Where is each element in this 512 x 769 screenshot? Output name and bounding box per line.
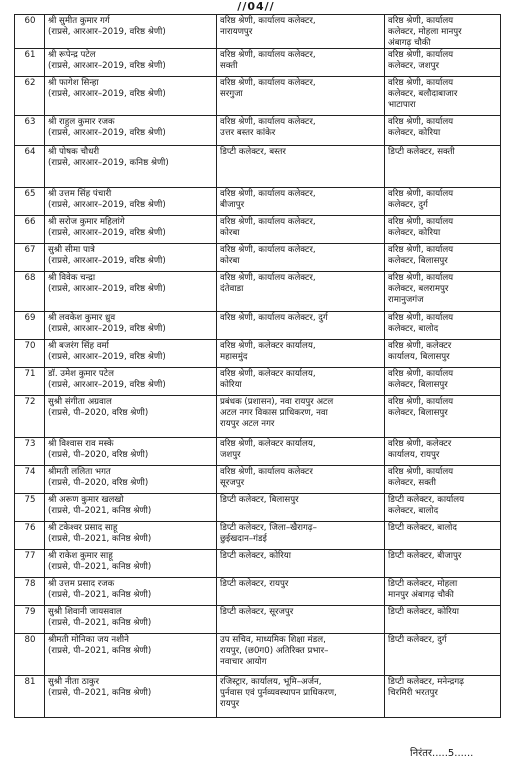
- current-posting-cell: [217, 438, 385, 466]
- officer-name: श्री रूपेन्द्र पटेल: [48, 50, 96, 61]
- officer-cell: [45, 606, 217, 634]
- officer-cell: [45, 216, 217, 244]
- serial-number-cell: 81: [15, 676, 45, 718]
- current-posting-cell: [217, 216, 385, 244]
- serial-number-cell: 67: [15, 244, 45, 272]
- officer-cell: [45, 368, 217, 396]
- serial-number-cell: 73: [15, 438, 45, 466]
- new-posting-line: कलेक्टर, बिलासपुर: [388, 256, 448, 267]
- table-row: [15, 396, 501, 438]
- serial-number-cell: 62: [15, 77, 45, 116]
- current-posting-cell: [217, 15, 385, 49]
- serial-number-cell: 77: [15, 550, 45, 578]
- table-row: [15, 340, 501, 368]
- officer-service-details: (राप्रसे, पी–2021, कनिष्ठ श्रेणी): [48, 506, 152, 517]
- current-posting-line: वरिष्ठ श्रेणी, कलेक्टर कार्यालय,: [220, 341, 316, 352]
- new-posting-cell: [385, 578, 501, 606]
- table-row: [15, 676, 501, 718]
- new-posting-line: कलेक्टर, दुर्ग: [388, 200, 428, 211]
- officer-cell: [45, 634, 217, 676]
- officer-service-details: (राप्रसे, पी–2021, कनिष्ठ श्रेणी): [48, 590, 152, 601]
- serial-number-cell: 74: [15, 466, 45, 494]
- current-posting-line: नारायणपुर: [220, 26, 253, 37]
- current-posting-cell: [217, 244, 385, 272]
- officer-service-details: (राप्रसे, पी–2021, कनिष्ठ श्रेणी): [48, 618, 152, 629]
- current-posting-cell: [217, 340, 385, 368]
- current-posting-line: कोरबा: [220, 256, 240, 267]
- new-posting-line: वरिष्ठ श्रेणी, कार्यालय: [388, 16, 454, 26]
- current-posting-line: डिप्टी कलेक्टर, सूरजपुर: [220, 607, 294, 618]
- current-posting-cell: [217, 116, 385, 146]
- current-posting-cell: [217, 522, 385, 550]
- current-posting-line: जशपुर: [220, 450, 241, 461]
- current-posting-line: सरगुजा: [220, 89, 243, 100]
- table-row: [15, 146, 501, 188]
- serial-number-cell: 70: [15, 340, 45, 368]
- officer-name: श्री सुमीत कुमार गर्ग: [48, 16, 110, 26]
- table-row: [15, 244, 501, 272]
- new-posting-cell: [385, 340, 501, 368]
- current-posting-line: डिप्टी कलेक्टर, रायपुर: [220, 579, 289, 590]
- current-posting-line: अटल नगर विकास प्राधिकरण, नवा: [220, 408, 328, 419]
- continuation-note: निरंतर.....5......: [410, 748, 474, 759]
- current-posting-cell: [217, 49, 385, 77]
- current-posting-cell: [217, 312, 385, 340]
- serial-number-cell: 64: [15, 146, 45, 188]
- officer-service-details: (राप्रसे, आरआर–2019, वरिष्ठ श्रेणी): [48, 61, 166, 72]
- current-posting-line: वरिष्ठ श्रेणी, कलेक्टर कार्यालय,: [220, 439, 316, 450]
- officer-service-details: (राप्रसे, आरआर–2019, वरिष्ठ श्रेणी): [48, 200, 166, 211]
- new-posting-cell: [385, 550, 501, 578]
- officer-cell: [45, 466, 217, 494]
- officer-name: श्री टकेश्वर प्रसाद साहू: [48, 523, 118, 534]
- officer-service-details: (राप्रसे, आरआर–2019, वरिष्ठ श्रेणी): [48, 324, 166, 335]
- new-posting-line: वरिष्ठ श्रेणी, कार्यालय: [388, 397, 454, 408]
- new-posting-line: वरिष्ठ श्रेणी, कार्यालय: [388, 189, 454, 200]
- serial-number-cell: 72: [15, 396, 45, 438]
- table-row: [15, 116, 501, 146]
- officer-name: श्री पोषक चौधरी: [48, 147, 100, 158]
- officer-name: श्री लवकेश कुमार ध्रुव: [48, 313, 116, 324]
- current-posting-cell: [217, 550, 385, 578]
- table-row: [15, 312, 501, 340]
- new-posting-cell: [385, 77, 501, 116]
- new-posting-line: डिप्टी कलेक्टर, दुर्ग: [388, 635, 447, 646]
- new-posting-line: कलेक्टर, कोरिया: [388, 128, 441, 139]
- serial-number-cell: 79: [15, 606, 45, 634]
- officer-name: सुश्री नीता ठाकुर: [48, 677, 100, 688]
- new-posting-line: वरिष्ठ श्रेणी, कार्यालय: [388, 245, 454, 256]
- current-posting-line: कोरबा: [220, 228, 240, 239]
- current-posting-line: वरिष्ठ श्रेणी, कार्यालय कलेक्टर: [220, 467, 313, 478]
- officer-cell: [45, 550, 217, 578]
- new-posting-line: कलेक्टर, बालोद: [388, 324, 439, 335]
- officer-service-details: (राप्रसे, आरआर–2019, वरिष्ठ श्रेणी): [48, 352, 166, 363]
- current-posting-line: उत्तर बस्तर कांकेर: [220, 128, 276, 139]
- current-posting-line: रजिस्ट्रार, कार्यालय, भूमि–अर्जन,: [220, 677, 322, 688]
- new-posting-line: वरिष्ठ श्रेणी, कार्यालय: [388, 78, 454, 89]
- table-row: [15, 15, 501, 49]
- new-posting-line: मानपुर अंबागढ़ चौकी: [388, 590, 454, 601]
- officer-name: श्री विश्वास राव मस्के: [48, 439, 114, 450]
- officer-cell: [45, 396, 217, 438]
- current-posting-line: नवाचार आयोग: [220, 656, 267, 667]
- officer-cell: [45, 15, 217, 49]
- serial-number-cell: 76: [15, 522, 45, 550]
- new-posting-cell: [385, 396, 501, 438]
- officer-service-details: (राप्रसे, पी–2021, कनिष्ठ श्रेणी): [48, 646, 152, 657]
- current-posting-line: वरिष्ठ श्रेणी, कार्यालय कलेक्टर,: [220, 78, 316, 89]
- current-posting-cell: [217, 578, 385, 606]
- serial-number-cell: 66: [15, 216, 45, 244]
- current-posting-cell: [217, 188, 385, 216]
- table-row: [15, 522, 501, 550]
- table-row: [15, 606, 501, 634]
- officer-service-details: (राप्रसे, पी–2021, कनिष्ठ श्रेणी): [48, 562, 152, 573]
- new-posting-line: वरिष्ठ श्रेणी, कार्यालय: [388, 117, 454, 128]
- officer-cell: [45, 146, 217, 188]
- new-posting-cell: [385, 312, 501, 340]
- current-posting-line: उप सचिव, माध्यमिक शिक्षा मंडल,: [220, 635, 326, 646]
- current-posting-line: प्रबंधक (प्रशासन), नवा रायपुर अटल: [220, 397, 334, 408]
- officer-name: श्री अरूण कुमार खलखो: [48, 495, 124, 506]
- current-posting-cell: [217, 396, 385, 438]
- officer-service-details: (राप्रसे, आरआर–2019, वरिष्ठ श्रेणी): [48, 228, 166, 239]
- officer-service-details: (राप्रसे, पी–2021, कनिष्ठ श्रेणी): [48, 534, 152, 545]
- current-posting-line: दंतेवाडा: [220, 284, 244, 295]
- table-row: [15, 188, 501, 216]
- officer-cell: [45, 438, 217, 466]
- officer-name: सुश्री सीमा पात्रे: [48, 245, 95, 256]
- officer-service-details: (राप्रसे, पी–2021, कनिष्ठ श्रेणी): [48, 688, 152, 699]
- current-posting-cell: [217, 77, 385, 116]
- table-row: [15, 49, 501, 77]
- officer-service-details: (राप्रसे, पी–2020, वरिष्ठ श्रेणी): [48, 408, 149, 419]
- officer-cell: [45, 494, 217, 522]
- new-posting-line: कलेक्टर, सक्ती: [388, 478, 436, 489]
- new-posting-line: वरिष्ठ श्रेणी, कार्यालय: [388, 313, 454, 324]
- officer-cell: [45, 312, 217, 340]
- officer-name: डॉ. उमेश कुमार पटेल: [48, 369, 114, 380]
- current-posting-line: डिप्टी कलेक्टर, कोरिया: [220, 551, 291, 562]
- new-posting-cell: [385, 15, 501, 49]
- new-posting-cell: [385, 272, 501, 312]
- serial-number-cell: 65: [15, 188, 45, 216]
- current-posting-line: सक्ती: [220, 61, 238, 72]
- officer-name: श्री राकेश कुमार साहू: [48, 551, 113, 562]
- current-posting-line: महासमुंद: [220, 352, 248, 363]
- current-posting-cell: [217, 272, 385, 312]
- new-posting-line: डिप्टी कलेक्टर, कार्यालय: [388, 495, 465, 506]
- new-posting-line: कलेक्टर, बलौदाबाजार: [388, 89, 458, 100]
- new-posting-cell: [385, 368, 501, 396]
- current-posting-line: डिप्टी कलेक्टर, बस्तर: [220, 147, 286, 158]
- officer-name: श्री उत्तम प्रसाद रजक: [48, 579, 115, 590]
- serial-number-cell: 60: [15, 15, 45, 49]
- officer-name: श्रीमती मोनिका जय नशीने: [48, 635, 129, 646]
- officer-name: श्री राहुल कुमार रजक: [48, 117, 115, 128]
- serial-number-cell: 80: [15, 634, 45, 676]
- new-posting-line: कलेक्टर, जशपुर: [388, 61, 440, 72]
- current-posting-line: कोरिया: [220, 380, 242, 391]
- officer-cell: [45, 676, 217, 718]
- new-posting-cell: [385, 49, 501, 77]
- serial-number-cell: 78: [15, 578, 45, 606]
- new-posting-line: वरिष्ठ श्रेणी, कलेक्टर: [388, 341, 452, 352]
- officer-service-details: (राप्रसे, आरआर–2019, वरिष्ठ श्रेणी): [48, 284, 166, 295]
- current-posting-line: छुईखदान–गंडई: [220, 534, 267, 545]
- new-posting-cell: [385, 494, 501, 522]
- current-posting-cell: [217, 676, 385, 718]
- officer-name: श्री बजरंग सिंह वर्मा: [48, 341, 109, 352]
- table-row: [15, 216, 501, 244]
- new-posting-line: कलेक्टर, बालोद: [388, 506, 439, 517]
- new-posting-line: कलेक्टर, कोरिया: [388, 228, 441, 239]
- officer-cell: [45, 272, 217, 312]
- new-posting-line: वरिष्ठ श्रेणी, कार्यालय: [388, 273, 454, 284]
- officer-cell: [45, 77, 217, 116]
- officer-service-details: (राप्रसे, पी–2020, वरिष्ठ श्रेणी): [48, 478, 149, 489]
- officer-service-details: (राप्रसे, आरआर–2019, वरिष्ठ श्रेणी): [48, 128, 166, 139]
- new-posting-line: कलेक्टर, बलरामपुर: [388, 284, 449, 295]
- new-posting-line: चिरमिरी भरतपुर: [388, 688, 438, 699]
- officer-cell: [45, 188, 217, 216]
- new-posting-line: कार्यालय, बिलासपुर: [388, 352, 450, 363]
- current-posting-line: वरिष्ठ श्रेणी, कार्यालय कलेक्टर,: [220, 50, 316, 61]
- officer-transfer-table: [14, 14, 501, 718]
- new-posting-line: डिप्टी कलेक्टर, सक्ती: [388, 147, 455, 158]
- officer-cell: [45, 116, 217, 146]
- serial-number-cell: 61: [15, 49, 45, 77]
- new-posting-line: कलेक्टर, मोहला मानपुर: [388, 26, 462, 37]
- new-posting-cell: [385, 438, 501, 466]
- officer-name: श्रीमती ललिता भगत: [48, 467, 111, 478]
- new-posting-cell: [385, 146, 501, 188]
- current-posting-line: वरिष्ठ श्रेणी, कार्यालय कलेक्टर,: [220, 189, 316, 200]
- current-posting-cell: [217, 494, 385, 522]
- officer-name: श्री फागेश सिन्हा: [48, 78, 99, 89]
- officer-name: सुश्री संगीता अग्रवाल: [48, 397, 112, 408]
- new-posting-line: डिप्टी कलेक्टर, मनेन्द्रगढ़: [388, 677, 465, 688]
- new-posting-line: वरिष्ठ श्रेणी, कार्यालय: [388, 467, 454, 478]
- current-posting-line: पुर्नवास एवं पुर्नव्यवस्थापन प्राधिकरण,: [220, 688, 337, 699]
- new-posting-cell: [385, 188, 501, 216]
- new-posting-line: डिप्टी कलेक्टर, मोहला: [388, 579, 458, 590]
- table-row: [15, 438, 501, 466]
- serial-number-cell: 68: [15, 272, 45, 312]
- page-number: //04//: [237, 0, 275, 13]
- table-row: [15, 77, 501, 116]
- serial-number-cell: 71: [15, 368, 45, 396]
- current-posting-line: डिप्टी कलेक्टर, बिलासपुर: [220, 495, 299, 506]
- new-posting-line: डिप्टी कलेक्टर, बालोद: [388, 523, 457, 534]
- serial-number-cell: 69: [15, 312, 45, 340]
- serial-number-cell: 75: [15, 494, 45, 522]
- new-posting-cell: [385, 244, 501, 272]
- officer-cell: [45, 49, 217, 77]
- current-posting-line: डिप्टी कलेक्टर, जिला–खैरागढ़–: [220, 523, 317, 534]
- new-posting-line: कलेक्टर, बिलासपुर: [388, 380, 448, 391]
- officer-service-details: (राप्रसे, आरआर–2019, वरिष्ठ श्रेणी): [48, 380, 166, 391]
- new-posting-line: डिप्टी कलेक्टर, कोरिया: [388, 607, 459, 618]
- officer-service-details: (राप्रसे, आरआर–2019, वरिष्ठ श्रेणी): [48, 89, 166, 100]
- new-posting-line: कलेक्टर, बिलासपुर: [388, 408, 448, 419]
- new-posting-cell: [385, 216, 501, 244]
- new-posting-cell: [385, 522, 501, 550]
- current-posting-line: वरिष्ठ श्रेणी, कार्यालय कलेक्टर,: [220, 245, 316, 256]
- current-posting-cell: [217, 606, 385, 634]
- current-posting-line: वरिष्ठ श्रेणी, कार्यालय कलेक्टर, दुर्ग: [220, 313, 328, 324]
- current-posting-cell: [217, 146, 385, 188]
- new-posting-cell: [385, 634, 501, 676]
- current-posting-cell: [217, 634, 385, 676]
- current-posting-cell: [217, 368, 385, 396]
- new-posting-cell: [385, 676, 501, 718]
- current-posting-line: वरिष्ठ श्रेणी, कार्यालय कलेक्टर,: [220, 117, 316, 128]
- officer-cell: [45, 522, 217, 550]
- new-posting-line: रामानुजगंज: [388, 294, 424, 305]
- table-row: [15, 368, 501, 396]
- officer-cell: [45, 244, 217, 272]
- officer-cell: [45, 340, 217, 368]
- new-posting-line: भाटापारा: [388, 99, 416, 110]
- current-posting-line: वरिष्ठ श्रेणी, कार्यालय कलेक्टर,: [220, 16, 316, 26]
- table-row: [15, 634, 501, 676]
- officer-name: श्री उत्तम सिंह पंचारी: [48, 189, 112, 200]
- new-posting-line: वरिष्ठ श्रेणी, कार्यालय: [388, 50, 454, 61]
- officer-service-details: (राप्रसे, आरआर–2019, वरिष्ठ श्रेणी): [48, 256, 166, 267]
- current-posting-line: सूरजपुर: [220, 478, 245, 489]
- officer-service-details: (राप्रसे, आरआर–2019, वरिष्ठ श्रेणी): [48, 26, 166, 37]
- table-body: [15, 15, 501, 718]
- new-posting-line: वरिष्ठ श्रेणी, कलेक्टर: [388, 439, 452, 450]
- table-row: [15, 466, 501, 494]
- officer-name: श्री विवेक चन्द्रा: [48, 273, 96, 284]
- current-posting-line: बीजापुर: [220, 200, 245, 211]
- new-posting-line: वरिष्ठ श्रेणी, कार्यालय: [388, 217, 454, 228]
- current-posting-line: वरिष्ठ श्रेणी, कार्यालय कलेक्टर,: [220, 273, 316, 284]
- current-posting-cell: [217, 466, 385, 494]
- new-posting-cell: [385, 606, 501, 634]
- current-posting-line: वरिष्ठ श्रेणी, कलेक्टर कार्यालय,: [220, 369, 316, 380]
- current-posting-line: रायपुर: [220, 698, 240, 709]
- new-posting-line: अंबागढ़ चौकी: [388, 37, 431, 48]
- officer-service-details: (राप्रसे, आरआर–2019, कनिष्ठ श्रेणी): [48, 158, 169, 169]
- table-row: [15, 494, 501, 522]
- officer-cell: [45, 578, 217, 606]
- table-row: [15, 550, 501, 578]
- officer-service-details: (राप्रसे, पी–2020, वरिष्ठ श्रेणी): [48, 450, 149, 461]
- table-row: [15, 272, 501, 312]
- table-row: [15, 578, 501, 606]
- new-posting-cell: [385, 466, 501, 494]
- current-posting-line: रायपुर अटल नगर: [220, 418, 275, 429]
- new-posting-line: वरिष्ठ श्रेणी, कार्यालय: [388, 369, 454, 380]
- officer-name: सुश्री शिवानी जायसवाल: [48, 607, 122, 618]
- new-posting-line: डिप्टी कलेक्टर, बीजापुर: [388, 551, 462, 562]
- new-posting-line: कार्यालय, रायपुर: [388, 450, 440, 461]
- serial-number-cell: 63: [15, 116, 45, 146]
- officer-name: श्री सरोज कुमार महिलांगे: [48, 217, 125, 228]
- new-posting-cell: [385, 116, 501, 146]
- current-posting-line: वरिष्ठ श्रेणी, कार्यालय कलेक्टर,: [220, 217, 316, 228]
- current-posting-line: रायपुर, (छ0ग0) अतिरिक्त प्रभार–: [220, 646, 329, 657]
